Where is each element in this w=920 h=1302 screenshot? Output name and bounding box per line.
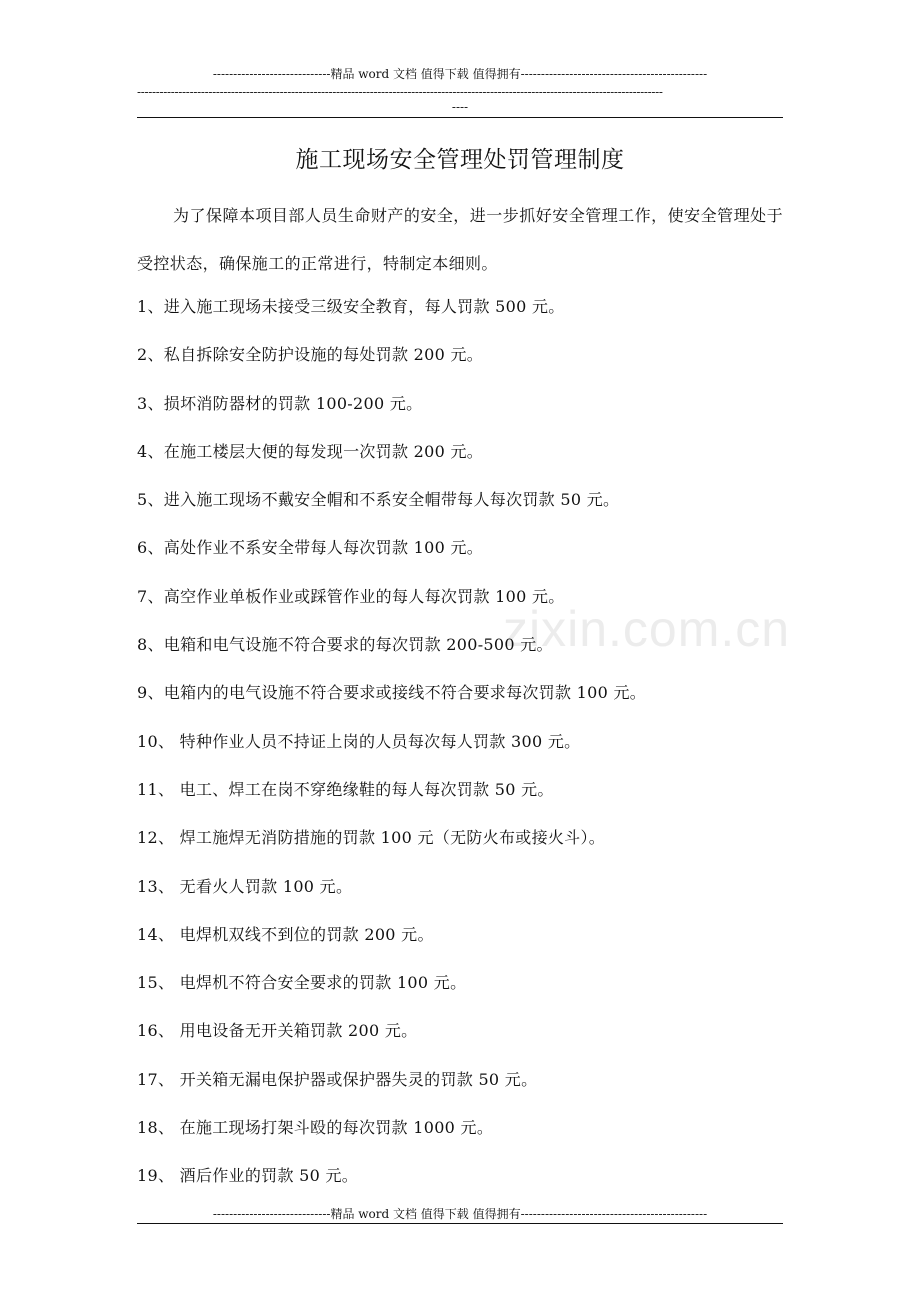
item-text: 电焊机不符合安全要求的罚款 100 元。 (174, 973, 467, 993)
item-number: 11、 (137, 779, 175, 799)
item-number: 12、 (137, 828, 175, 848)
list-item (137, 1056, 783, 1104)
footer-banner: -----------------------------精品 word 文档 值得下载 值得拥有---------------------------------------------- (212, 1207, 708, 1221)
list-item (137, 573, 783, 621)
item-number: 6、 (137, 538, 164, 558)
item-number: 13、 (137, 876, 175, 896)
item-number: 10、 (137, 731, 175, 751)
list-item (137, 911, 783, 959)
item-number: 7、 (137, 586, 164, 606)
list-item (137, 524, 783, 572)
item-text: 高空作业单板作业或踩管作业的每人每次罚款 100 元。 (163, 586, 565, 606)
item-text: 私自拆除安全防护设施的每处罚款 200 元。 (163, 345, 484, 365)
footer-rule (137, 1223, 783, 1224)
item-text: 进入施工现场不戴安全帽和不系安全帽带每人每次罚款 50 元。 (163, 490, 620, 510)
document-title: 施工现场安全管理处罚管理制度 (295, 147, 625, 173)
item-number: 3、 (137, 393, 164, 413)
list-item (137, 380, 783, 428)
list-item (137, 283, 783, 331)
item-text: 电箱和电气设施不符合要求的每次罚款 200-500 元。 (163, 635, 553, 655)
item-number: 18、 (137, 1118, 175, 1138)
item-number: 15、 (137, 973, 175, 993)
list-item (137, 331, 783, 379)
item-text: 开关箱无漏电保护器或保护器失灵的罚款 50 元。 (174, 1069, 538, 1089)
list-item (137, 863, 783, 911)
item-text: 焊工施焊无消防措施的罚款 100 元（无防火布或接火斗）。 (174, 828, 606, 848)
list-item (137, 814, 783, 862)
penalty-list (137, 283, 783, 1201)
header-dashes-line: -------------------------------------------------------------------------------------------------------------------------------------------- (137, 85, 663, 99)
item-number: 14、 (137, 924, 175, 944)
item-number: 9、 (137, 683, 164, 703)
item-text: 电箱内的电气设施不符合要求或接线不符合要求每次罚款 100 元。 (163, 683, 647, 703)
item-number: 19、 (137, 1166, 175, 1186)
list-item (137, 718, 783, 766)
item-number: 8、 (137, 635, 164, 655)
item-text: 酒后作业的罚款 50 元。 (174, 1166, 359, 1186)
list-item (137, 959, 783, 1007)
list-item (137, 428, 783, 476)
item-text: 电工、焊工在岗不穿绝缘鞋的每人每次罚款 50 元。 (174, 779, 554, 799)
item-text: 特种作业人员不持证上岗的人员每次每人罚款 300 元。 (174, 731, 581, 751)
list-item (137, 621, 783, 669)
list-item (137, 1007, 783, 1055)
watermark: zixin.com.cn (503, 601, 791, 657)
item-number: 4、 (137, 441, 164, 461)
item-text: 用电设备无开关箱罚款 200 元。 (174, 1021, 418, 1041)
header-rule (137, 117, 783, 118)
item-number: 16、 (137, 1021, 175, 1041)
list-item (137, 766, 783, 814)
item-number: 5、 (137, 490, 164, 510)
list-item (137, 1104, 783, 1152)
item-text: 电焊机双线不到位的罚款 200 元。 (174, 924, 434, 944)
item-number: 17、 (137, 1069, 175, 1089)
list-item (137, 476, 783, 524)
item-number: 1、 (137, 297, 164, 316)
item-text: 高处作业不系安全带每人每次罚款 100 元。 (163, 538, 484, 558)
header-banner: -----------------------------精品 word 文档 值得下载 值得拥有---------------------------------------------- (212, 67, 708, 81)
item-text: 进入施工现场未接受三级安全教育，每人罚款 500 元。 (163, 297, 565, 316)
list-item (137, 669, 783, 717)
item-text: 无看火人罚款 100 元。 (174, 876, 353, 896)
list-item (137, 1152, 783, 1200)
header-dashes-short: ---- (451, 100, 469, 114)
item-text: 在施工现场打架斗殴的每次罚款 1000 元。 (174, 1118, 494, 1138)
item-text: 在施工楼层大便的每发现一次罚款 200 元。 (163, 441, 484, 461)
item-text: 损坏消防器材的罚款 100-200 元。 (163, 393, 423, 413)
item-number: 2、 (137, 345, 164, 365)
intro-paragraph: 为了保障本项目部人员生命财产的安全，进一步抓好安全管理工作，使安全管理处于受控状态，确保施工的正常进行，特制定本细则。 (137, 206, 783, 273)
